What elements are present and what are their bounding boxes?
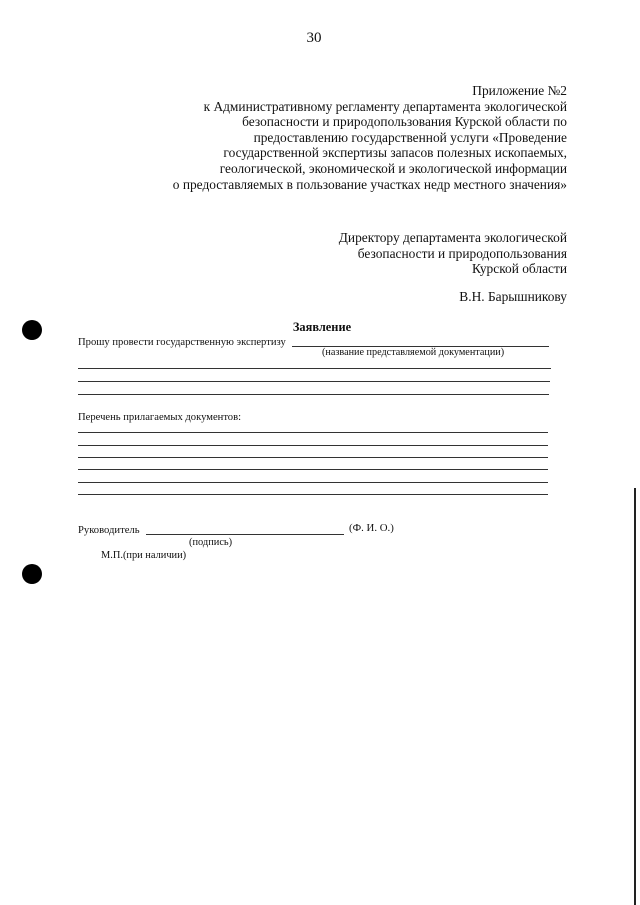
- attached-docs-line[interactable]: [78, 494, 548, 495]
- request-label: Прошу провести государственную экспертизу: [78, 337, 286, 348]
- appendix-line: Приложение №2: [472, 83, 567, 98]
- document-name-continuation-line[interactable]: [78, 368, 551, 369]
- attached-docs-line[interactable]: [78, 482, 548, 483]
- document-name-continuation-line[interactable]: [78, 394, 549, 395]
- form-title: Заявление: [292, 320, 352, 334]
- attached-docs-line[interactable]: [78, 432, 548, 433]
- appendix-line: геологической, экономической и экологической информации: [219, 160, 567, 176]
- attached-docs-line[interactable]: [78, 469, 548, 470]
- appendix-line: безопасности и природопользования Курской области по: [242, 114, 567, 130]
- addressee-line: безопасности и природопользования: [357, 245, 567, 261]
- appendix-line: к Административному регламенту департамента экологической: [203, 98, 567, 114]
- addressee-block: [267, 230, 567, 277]
- fio-caption: (Ф. И. О.): [349, 522, 394, 534]
- addressee-line: Курской области: [471, 261, 567, 277]
- head-label: Руководитель: [78, 525, 140, 536]
- addressee-line: Директору департамента экологической: [338, 230, 567, 245]
- document-name-continuation-line[interactable]: [78, 381, 550, 382]
- attached-docs-line[interactable]: [78, 457, 548, 458]
- page-number: 30: [306, 30, 322, 46]
- signature-caption: (подпись): [189, 537, 233, 548]
- appendix-line: о предоставляемых в пользование участках недр местного значения»: [172, 176, 567, 192]
- signature-field[interactable]: [146, 534, 344, 535]
- addressee-name: В.Н. Барышникову: [459, 289, 567, 304]
- document-name-caption: (название представляемой документации): [322, 347, 505, 358]
- attached-docs-label: Перечень прилагаемых документов:: [78, 412, 242, 423]
- appendix-header: [127, 83, 567, 192]
- appendix-line: государственной экспертизы запасов полезных ископаемых,: [223, 145, 567, 161]
- appendix-line: предоставлению государственной услуги «Проведение: [253, 129, 567, 145]
- attached-docs-line[interactable]: [78, 445, 548, 446]
- punch-hole-bottom: [22, 564, 42, 584]
- seal-label: М.П.(при наличии): [101, 550, 187, 561]
- scan-page-edge: [634, 488, 636, 905]
